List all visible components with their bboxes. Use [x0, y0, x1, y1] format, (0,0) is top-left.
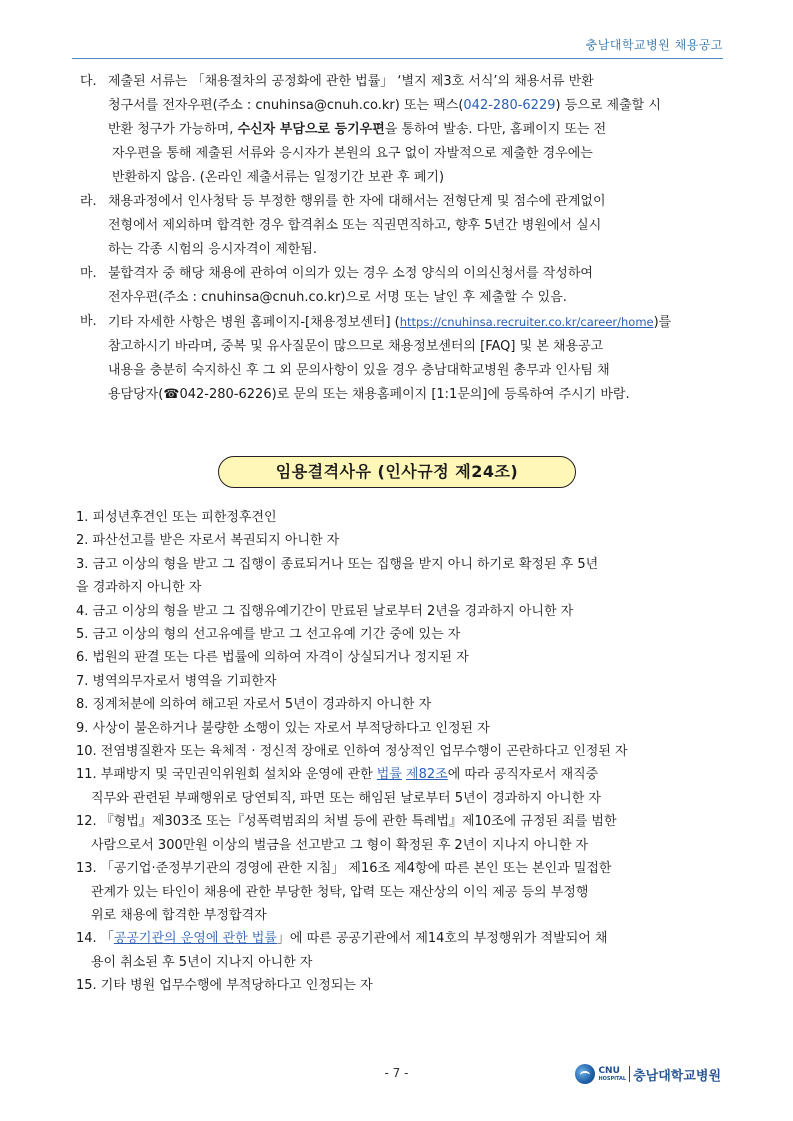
- notice-item: [80, 190, 721, 262]
- text-line: [108, 70, 721, 94]
- disqualification-item: [76, 740, 725, 763]
- hospital-emblem-icon: [575, 1064, 595, 1084]
- text-run: 불합격자 중 해당 채용에 관하여 이의가 있는 경우 소정 양식의 이의신청서를 작성하여: [108, 266, 593, 281]
- text-line: [108, 359, 721, 383]
- text-line: [76, 670, 725, 693]
- text-run: ) 등으로 제출할 시: [555, 98, 661, 113]
- text-run: 10. 전염병질환자 또는 육체적 · 정신적 장애로 인하여 정상적인 업무수행이 곤란하다고 인정된 자: [76, 744, 628, 760]
- text-run: 사람으로서 300만원 이상의 벌금을 선고받고 그 형이 확정된 후 2년이 지나지 아니한 자: [91, 837, 589, 853]
- disqualification-list: [76, 506, 725, 998]
- notice-item: [80, 310, 721, 407]
- text-line: [108, 238, 721, 262]
- disqualification-item: [76, 529, 725, 552]
- logo-english: CNU HOSPITAL: [598, 1066, 627, 1082]
- text-line: [76, 693, 725, 716]
- text-line: [76, 927, 725, 950]
- disqualification-item: [76, 553, 725, 600]
- text-line: [108, 118, 721, 142]
- text-line: [76, 553, 725, 576]
- text-line: [76, 881, 725, 904]
- text-run: 9. 사상이 불온하거나 불량한 소행이 있는 자로서 부적당하다고 인정된 자: [76, 720, 490, 736]
- text-run: 15. 기타 병원 업무수행에 부적당하다고 인정되는 자: [76, 978, 373, 994]
- item-marker: 라.: [80, 194, 97, 209]
- text-line: [108, 286, 721, 310]
- text-run: 직무와 관련된 부패행위로 당연퇴직, 파면 또는 해임된 날로부터 5년이 경과하지 아니한 자: [91, 790, 601, 806]
- item-marker: 다.: [80, 74, 97, 89]
- text-run: 8. 징계처분에 의하여 해고된 자로서 5년이 경과하지 아니한 자: [76, 697, 432, 713]
- text-line: [76, 810, 725, 833]
- text-run: 하는 각종 시험의 응시자격이 제한됨.: [108, 242, 318, 257]
- header-divider: [72, 58, 723, 59]
- inline-link[interactable]: 제82조: [406, 767, 448, 783]
- text-line: [108, 190, 721, 214]
- text-run: 청구서를 전자우편(주소 : cnuhinsa@cnuh.co.kr) 또는 팩스(: [108, 98, 464, 113]
- text-run: 전자우편(주소 : cnuhinsa@cnuh.co.kr)으로 서명 또는 날인 후 제출할 수 있음.: [108, 290, 567, 305]
- text-run: 용이 취소된 후 5년이 지나지 아니한 자: [91, 954, 313, 970]
- disqualification-item: [76, 857, 725, 927]
- item-marker: 마.: [80, 266, 97, 281]
- text-line: [108, 94, 721, 118]
- submission-notes: [80, 70, 721, 407]
- disqualification-item: [76, 810, 725, 857]
- text-run: 11. 부패방지 및 국민권익위원회 설치와 운영에 관한: [76, 767, 377, 783]
- disqualification-item: [76, 927, 725, 974]
- text-line: [76, 623, 725, 646]
- page-header-title: 충남대학교병원 채용공고: [585, 38, 723, 52]
- text-line: [76, 904, 725, 927]
- text-run: 제출된 서류는 「채용절차의 공정화에 관한 법률」 ‘별지 제3호 서식’의 채용서류 반환: [108, 74, 594, 89]
- text-run: 1. 피성년후견인 또는 피한정후견인: [76, 510, 277, 525]
- logo-korean: 충남대학교병원: [633, 1068, 721, 1084]
- text-line: [76, 857, 725, 880]
- text-line: [108, 142, 721, 166]
- text-line: [76, 787, 725, 810]
- text-run: 14. 「: [76, 931, 114, 947]
- text-run: 」에 따른 공공기관에서 제14호의 부정행위가 적발되어 채: [276, 931, 608, 947]
- text-run: 2. 파산선고를 받은 자로서 복권되지 아니한 자: [76, 533, 340, 549]
- section-banner: 임용결격사유 (인사규정 제24조): [218, 456, 576, 488]
- text-run: 전형에서 제외하며 합격한 경우 합격취소 또는 직권면직하고, 향후 5년간 병원에서 실시: [108, 218, 602, 233]
- hospital-logo: [575, 1063, 721, 1085]
- text-line: [108, 262, 721, 286]
- text-run: 4. 금고 이상의 형을 받고 그 집행유예기간이 만료된 날로부터 2년을 경과하지 아니한 자: [76, 603, 574, 619]
- text-line: [108, 383, 721, 407]
- text-run: 을 통하여 발송. 다만, 홈페이지 또는 전: [384, 122, 607, 137]
- disqualification-item: [76, 646, 725, 669]
- text-line: [76, 576, 725, 599]
- item-marker: 바.: [80, 314, 97, 329]
- notice-item: [80, 262, 721, 310]
- text-run: 을 경과하지 아니한 자: [76, 580, 202, 596]
- text-line: [76, 506, 725, 529]
- text-run: 6. 법원의 판결 또는 다른 법률에 의하여 자격이 상실되거나 정지된 자: [76, 650, 469, 666]
- emphasis-run: 수신자 부담으로 등기우편: [237, 122, 385, 137]
- text-run: )를: [653, 315, 672, 330]
- notice-item: [80, 70, 721, 190]
- text-line: [108, 310, 721, 335]
- text-line: [108, 166, 721, 190]
- text-run: 반환하지 않음. (온라인 제출서류는 일정기간 보관 후 폐기): [112, 170, 445, 185]
- disqualification-item: [76, 974, 725, 997]
- disqualification-item: [76, 670, 725, 693]
- text-line: [76, 974, 725, 997]
- text-run: 채용과정에서 인사청탁 등 부정한 행위를 한 자에 대해서는 전형단계 및 점수에 관계없이: [108, 194, 606, 209]
- disqualification-item: [76, 623, 725, 646]
- text-line: [108, 335, 721, 359]
- text-run: 내용을 충분히 숙지하신 후 그 외 문의사항이 있을 경우 충남대학교병원 총무과 인사팀 채: [108, 363, 610, 378]
- text-run: 관계가 있는 타인이 채용에 관한 부당한 청탁, 압력 또는 재산상의 이익 제공 등의 부정행: [91, 884, 589, 900]
- text-run: 자우편을 통해 제출된 서류와 응시자가 본원의 요구 없이 자발적으로 제출한 경우에는: [112, 146, 593, 161]
- text-run: 위로 채용에 합격한 부정합격자: [91, 907, 267, 923]
- text-run: 12. 『형법』제303조 또는『성폭력범죄의 처벌 등에 관한 특례법』제10조에 규정된 죄를 범한: [76, 814, 617, 830]
- text-run: 기타 자세한 사항은 병원 홈페이지-[채용정보센터] (: [108, 315, 400, 330]
- disqualification-item: [76, 506, 725, 529]
- text-run: 반환 청구가 가능하며,: [108, 122, 238, 137]
- disqualification-item: [76, 717, 725, 740]
- text-line: [76, 717, 725, 740]
- text-run: 3. 금고 이상의 형을 받고 그 집행이 종료되거나 또는 집행을 받지 아니 하기로 확정된 후 5년: [76, 556, 599, 572]
- text-line: [76, 951, 725, 974]
- text-run: 참고하시기 바라며, 중복 및 유사질문이 많으므로 채용정보센터의 [FAQ] 및 본 채용공고: [108, 339, 604, 354]
- emphasis-run: 042-280-6229: [463, 98, 556, 113]
- disqualification-item: [76, 693, 725, 716]
- text-line: [76, 740, 725, 763]
- text-line: [76, 600, 725, 623]
- page-number: - 7 -: [384, 1066, 409, 1080]
- inline-link[interactable]: 공공기관의 운영에 관한 법률: [113, 931, 277, 947]
- text-run: 에 따라 공직자로서 재직중: [447, 767, 599, 783]
- text-line: [76, 529, 725, 552]
- text-line: [108, 214, 721, 238]
- logo-divider: [629, 1066, 630, 1082]
- text-line: [76, 646, 725, 669]
- disqualification-item: [76, 600, 725, 623]
- text-run: 용담당자(☎042-280-6226)로 문의 또는 채용홈페이지 [1:1문의]에 등록하여 주시기 바람.: [108, 387, 630, 402]
- disqualification-item: [76, 763, 725, 810]
- text-run: 13. 「공기업·준정부기관의 경영에 관한 지침」 제16조 제4항에 따른 본인 또는 본인과 밀접한: [76, 861, 612, 877]
- text-run: 5. 금고 이상의 형의 선고유예를 받고 그 선고유예 기간 중에 있는 자: [76, 627, 461, 643]
- text-line: [76, 763, 725, 786]
- text-run: 7. 병역의무자로서 병역을 기피한자: [76, 673, 277, 689]
- inline-link[interactable]: 법률: [376, 767, 402, 783]
- text-line: [76, 834, 725, 857]
- inline-link[interactable]: https://cnuhinsa.recruiter.co.kr/career/home: [399, 315, 654, 329]
